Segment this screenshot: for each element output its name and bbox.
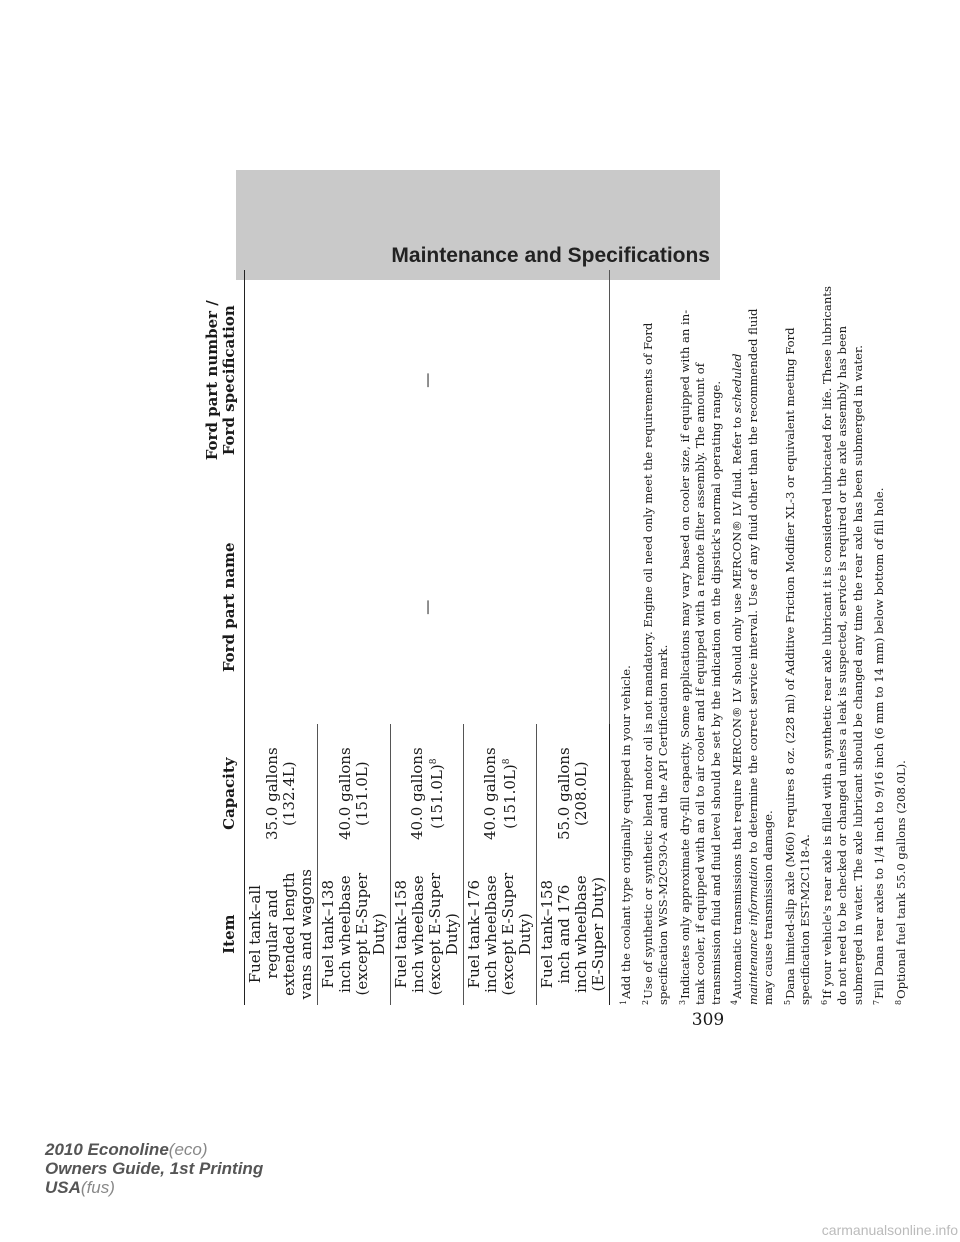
footnote	[675, 285, 725, 1005]
cell-part-name: —	[245, 491, 610, 725]
cell-capacity: 55.0 gallons (208.0L)	[537, 724, 610, 863]
column-header-part-number: Ford part number / Ford specification	[200, 270, 245, 491]
capacity-text: 40.0 gallons (151.0L)	[480, 747, 519, 841]
footnote-number: 6	[819, 999, 829, 1005]
footnotes	[616, 285, 909, 1005]
cell-item: Fuel tank–158 inch wheelbase (except E-Super Duty)	[391, 863, 464, 1005]
cell-item: Fuel tank–158 inch and 176 inch wheelbase (E-Super Duty)	[537, 863, 610, 1005]
cell-item: Fuel tank–138 inch wheelbase (except E-Super Duty)	[318, 863, 391, 1005]
footnote-text: Use of synthetic or synthetic blend motor oil is not mandatory. Engine oil need only meet the requirements of Ford specification WSS-M2C930-A and the API Certification mark.	[640, 322, 670, 1005]
footnote-text: Fill Dana rear axles to 1/4 inch to 9/16 inch (6 mm to 14 mm) below bottom of fill hole.	[872, 487, 886, 999]
cell-part-number: —	[245, 270, 610, 491]
footnote	[869, 285, 888, 1005]
footnote-number: 4	[730, 999, 739, 1005]
footnote-number: 3	[677, 999, 687, 1005]
footnote-text: Automatic transmissions that require MERCON® LV should only use MERCON® LV fluid. Refer to	[730, 413, 744, 999]
footnote	[891, 285, 910, 1005]
cell-capacity: 35.0 gallons (132.4L)	[245, 724, 318, 863]
footnote-ref: 8	[501, 758, 512, 765]
cell-capacity	[391, 724, 464, 863]
cell-capacity: 40.0 gallons (151.0L)	[318, 724, 391, 863]
footnote-number: 7	[872, 999, 881, 1005]
footnote	[817, 285, 867, 1005]
footnote-italic-text: scheduled maintenance information	[730, 353, 760, 1005]
footnote-text: Indicates only approximate dry-fill capacity. Some applications may vary based on cooler size, if equipped with an in-tank cooler, if equipped with an oil to air cooler and if equipped with a remote filter assembly. The amount of transmission fluid and fluid level should be set by the indication on the dipstick's normal operating range.	[677, 309, 723, 1005]
footnote-number: 1	[619, 999, 628, 1005]
capacity-table	[200, 270, 610, 1005]
footnote-number: 2	[640, 999, 650, 1005]
column-header-part-name: Ford part name	[200, 491, 245, 725]
guide-line-region	[45, 1178, 263, 1197]
footnote-text: to determine the correct service interval. Use of any fluid other than the recommended fluid may cause transmission damage.	[745, 308, 775, 1005]
guide-region: USA	[45, 1178, 81, 1197]
column-header-item: Item	[200, 863, 245, 1005]
cell-item: Fuel tank–176 inch wheelbase (except E-Super Duty)	[464, 863, 537, 1005]
column-header-capacity: Capacity	[200, 724, 245, 863]
footnote-text: Optional fuel tank 55.0 gallons (208.0L).	[893, 760, 908, 999]
guide-line-model	[45, 1140, 263, 1159]
footnote-number: 5	[782, 999, 792, 1005]
guide-model: 2010 Econoline	[45, 1140, 169, 1159]
footnote	[780, 285, 814, 1005]
footnote-text: Add the coolant type originally equipped in your vehicle.	[619, 665, 633, 999]
watermark-link[interactable]: carmanualsonline.info	[821, 1222, 958, 1238]
cell-item: Fuel tank–all regular and extended length vans and wagons	[245, 863, 318, 1005]
page-number: 309	[691, 1010, 725, 1030]
guide-model-code: (eco)	[168, 1140, 208, 1159]
footnote	[616, 285, 635, 1005]
capacity-text: 40.0 gallons (151.0L)	[407, 747, 446, 841]
guide-region-code: (fus)	[80, 1178, 115, 1197]
footnote-number: 8	[893, 999, 903, 1005]
footnote-text: Dana limited-slip axle (M60) requires 8 oz. (228 ml) of Additive Friction Modifier XL-3 or equivalent meeting Ford specification EST-M2C118-A.	[782, 327, 812, 1005]
cell-capacity	[464, 724, 537, 863]
footnote-text: If your vehicle's rear axle is filled with a synthetic rear axle lubricant it is considered lubricated for life. These lubricants do not need to be checked or changed unless a leak is suspected, service is required or the axle assembly has been submerged in water. The axle lubricant should be changed any time the rear axle has been submerged in water.	[819, 286, 865, 1005]
rotated-content	[200, 270, 908, 1005]
section-title: Maintenance and Specifications	[391, 244, 710, 267]
guide-line-edition: Owners Guide, 1st Printing	[45, 1159, 264, 1178]
table-header-row	[200, 270, 245, 1005]
footnote-ref: 8	[428, 758, 439, 765]
footnote	[638, 285, 672, 1005]
footnote	[727, 285, 777, 1005]
table-row	[245, 270, 318, 1005]
guide-info	[45, 1140, 263, 1197]
